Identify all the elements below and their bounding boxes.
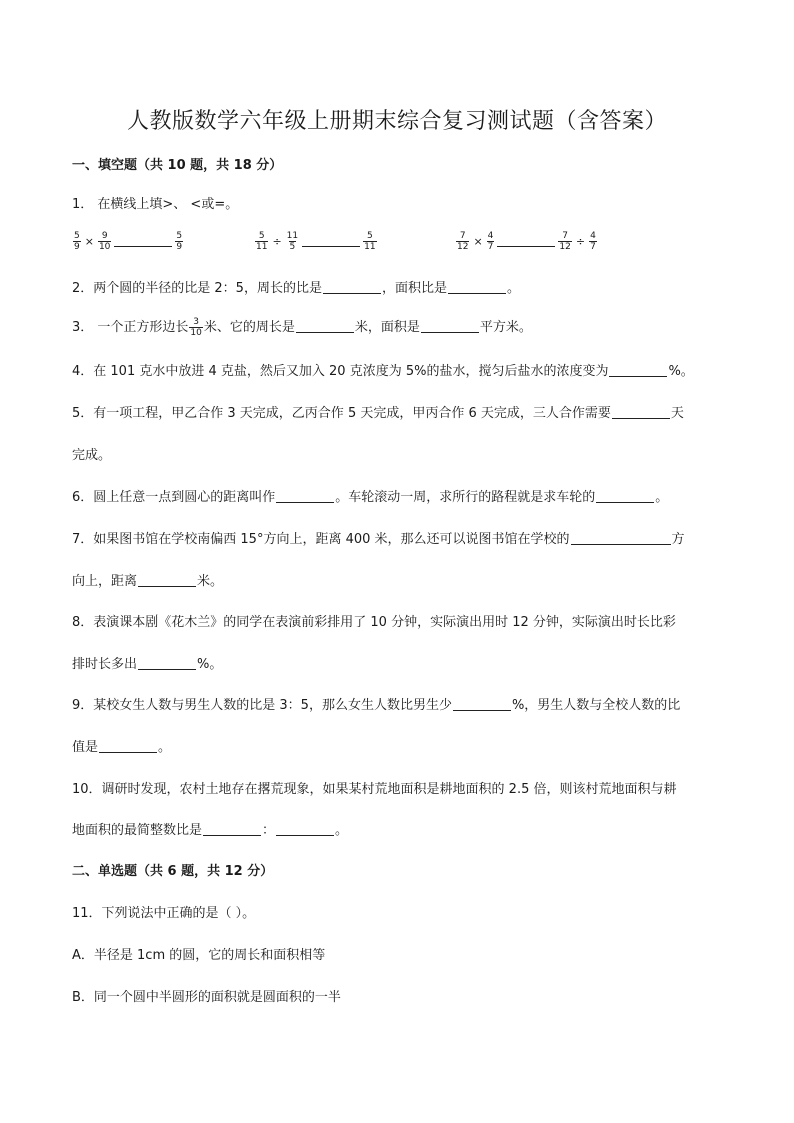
question-9-line-1: 9．某校女生人数与男生人数的比是 3：5，那么女生人数比男生少 %，男生人数与全校人数的比 <box>72 698 681 713</box>
answer-blank[interactable] <box>114 236 172 247</box>
question-7-line-2: 向上，距离 米。 <box>72 574 224 589</box>
section-heading-single-choice: 二、单选题（共 6 题，共 12 分） <box>72 864 274 879</box>
fraction: $\frac{4}{7}$ <box>590 231 596 252</box>
answer-blank[interactable] <box>421 318 479 333</box>
page-title: 人教版数学六年级上册期末综合复习测试题（含答案） <box>126 109 667 134</box>
question-10-line-2: 地面积的最简整数比是 ： 。 <box>72 823 349 838</box>
answer-blank[interactable] <box>596 488 654 503</box>
comparison-2: $\frac{5}{11}$ ÷ $\frac{11}{5}$ $\frac{5}{11}$ <box>256 231 376 252</box>
question-9-line-2: 值是 。 <box>72 740 172 755</box>
answer-blank[interactable] <box>497 236 555 247</box>
comparison-3: $\frac{7}{12}$ × $\frac{4}{7}$ $\frac{7}{12}$ ÷ $\frac{4}{7}$ <box>457 231 596 252</box>
answer-blank[interactable] <box>453 696 511 711</box>
option-b[interactable]: B．同一个圆中半圆形的面积就是圆面积的一半 <box>72 990 341 1005</box>
answer-blank[interactable] <box>276 488 334 503</box>
fraction: $\frac{3}{10}$ <box>190 317 202 338</box>
answer-blank[interactable] <box>571 530 671 545</box>
fraction: $\frac{7}{12}$ <box>457 231 469 252</box>
answer-blank[interactable] <box>612 404 670 419</box>
question-3: 3． 一个正方形边长 $\frac{3}{10}$ 米、它的周长是 米，面积是 平方米。 <box>72 317 532 338</box>
question-2: 2．两个圆的半径的比是 2：5，周长的比是 ，面积比是 。 <box>72 281 520 296</box>
fraction: $\frac{9}{10}$ <box>98 231 111 252</box>
answer-blank[interactable] <box>138 572 196 587</box>
answer-blank[interactable] <box>302 236 360 247</box>
answer-blank[interactable] <box>609 362 667 377</box>
answer-blank[interactable] <box>276 821 334 836</box>
question-6: 6．圆上任意一点到圆心的距离叫作 。车轮滚动一周，求所行的路程就是求车轮的 。 <box>72 490 669 505</box>
question-8-line-1: 8．表演课本剧《花木兰》的同学在表演前彩排用了 10 分钟，实际演出用时 12 分钟，实际演出时长比彩 <box>72 615 676 630</box>
answer-blank[interactable] <box>203 821 261 836</box>
answer-blank[interactable] <box>323 279 381 294</box>
question-5-line-1: 5．有一项工程，甲乙合作 3 天完成，乙丙合作 5 天完成，甲丙合作 6 天完成，三人合作需要 天 <box>72 406 684 421</box>
question-11-stem: 11．下列说法中正确的是（ ）。 <box>72 906 256 921</box>
question-8-line-2: 排时长多出 %。 <box>72 657 223 672</box>
question-10-line-1: 10．调研时发现，农村土地存在撂荒现象，如果某村荒地面积是耕地面积的 2.5 倍，则该村荒地面积与耕 <box>72 782 677 797</box>
fraction: $\frac{5}{11}$ <box>364 231 376 252</box>
question-1-stem: 1． 在横线上填>、 <或=。 <box>72 197 239 212</box>
fraction: $\frac{5}{9}$ <box>74 231 80 252</box>
comparison-1: $\frac{5}{9}$ × $\frac{9}{10}$ $\frac{5}{9}$ <box>74 231 183 252</box>
fraction: $\frac{7}{12}$ <box>559 231 571 252</box>
answer-blank[interactable] <box>99 738 157 753</box>
answer-blank[interactable] <box>448 279 506 294</box>
answer-blank[interactable] <box>138 655 196 670</box>
fraction: $\frac{4}{7}$ <box>487 231 494 252</box>
section-heading-fill-blank: 一、填空题（共 10 题，共 18 分） <box>72 158 283 173</box>
fraction: $\frac{11}{5}$ <box>286 231 299 252</box>
question-4: 4．在 101 克水中放进 4 克盐，然后又加入 20 克浓度为 5%的盐水，搅匀后盐水的浓度变为 %。 <box>72 364 694 379</box>
question-5-line-2: 完成。 <box>72 448 112 463</box>
fraction: $\frac{5}{11}$ <box>256 231 268 252</box>
question-7-line-1: 7．如果图书馆在学校南偏西 15°方向上，距离 400 米，那么还可以说图书馆在学校的 方 <box>72 532 685 547</box>
option-a[interactable]: A．半径是 1cm 的圆，它的周长和面积相等 <box>72 948 326 963</box>
answer-blank[interactable] <box>296 318 354 333</box>
fraction: $\frac{5}{9}$ <box>176 231 183 252</box>
